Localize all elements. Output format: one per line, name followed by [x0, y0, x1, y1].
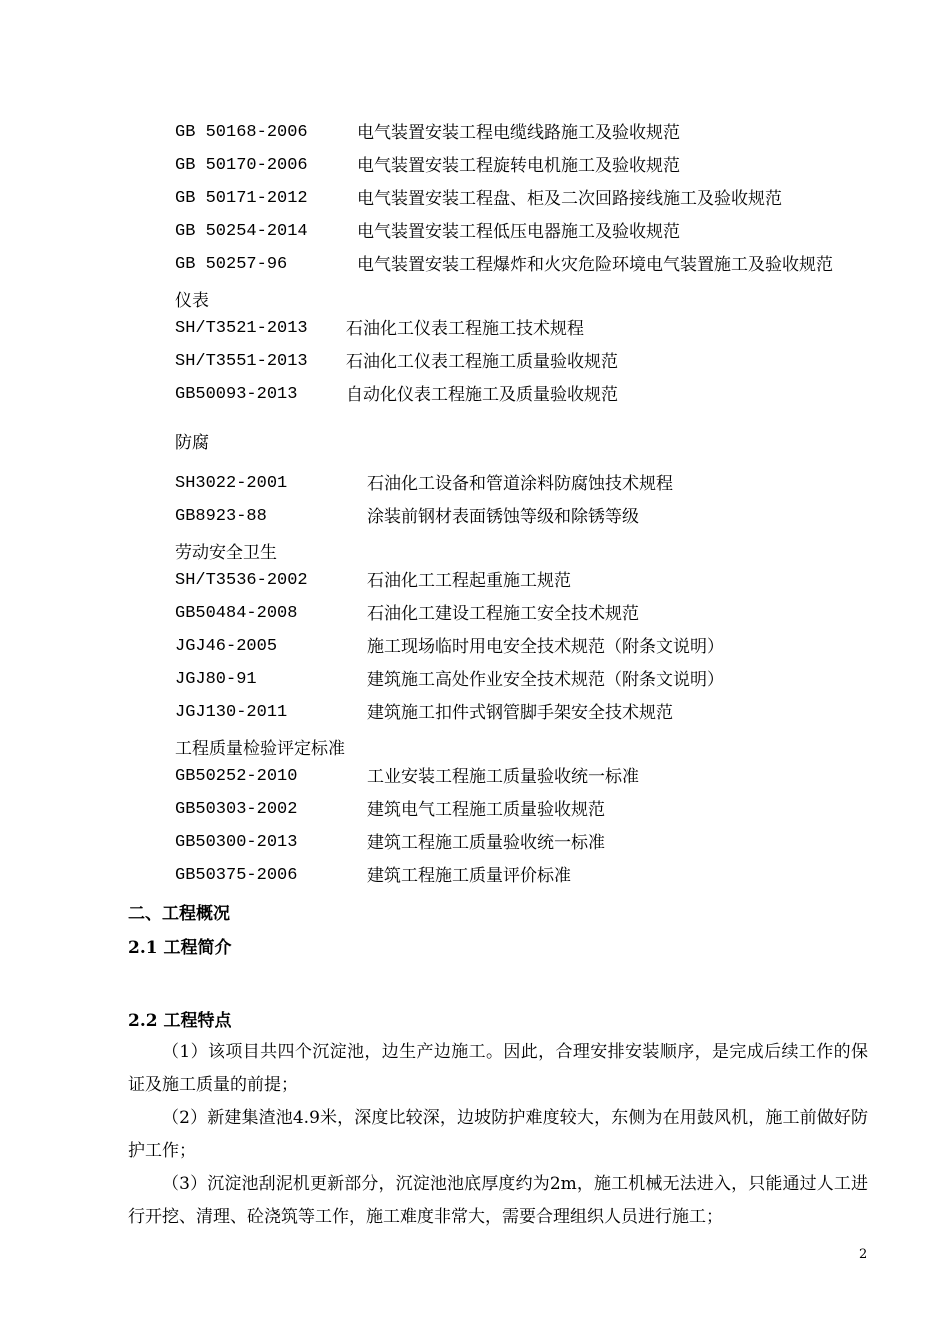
standard-code: SH/T3536-2002	[175, 571, 308, 590]
standard-code: SH3022-2001	[175, 474, 288, 493]
standard-name: 电气装置安装工程旋转电机施工及验收规范	[357, 156, 680, 176]
standard-code: GB 50170-2006	[175, 156, 308, 175]
standard-code: SH/T3551-2013	[175, 352, 308, 371]
standard-code: GB 50171-2012	[175, 189, 308, 208]
subsection-heading: 2.2 工程特点	[128, 1011, 232, 1031]
standard-code: GB 50257-96	[175, 255, 288, 274]
category-title: 劳动安全卫生	[175, 543, 277, 563]
page-number: 2	[859, 1247, 868, 1262]
paragraph: （2）新建集渣池4.9米，深度比较深，边坡防护难度较大，东侧为在用鼓风机，施工前做好防护工作；	[128, 1108, 868, 1161]
paragraph: （1）该项目共四个沉淀池，边生产边施工。因此，合理安排安装顺序，是完成后续工作的保证及施工质量的前提；	[128, 1042, 868, 1095]
standard-name: 电气装置安装工程盘、柜及二次回路接线施工及验收规范	[357, 189, 782, 209]
standard-code: GB8923-88	[175, 507, 267, 526]
standard-name: 涂装前钢材表面锈蚀等级和除锈等级	[367, 507, 639, 527]
subsection-heading: 2.1 工程简介	[128, 938, 232, 958]
paragraph: （3）沉淀池刮泥机更新部分，沉淀池池底厚度约为2m，施工机械无法进入，只能通过人工进行开挖、清理、砼浇筑等工作，施工难度非常大，需要合理组织人员进行施工；	[128, 1174, 868, 1227]
standard-code: GB50303-2002	[175, 800, 298, 819]
standard-name: 工业安装工程施工质量验收统一标准	[367, 767, 639, 787]
standard-code: JGJ130-2011	[175, 703, 288, 722]
standard-code: GB 50254-2014	[175, 222, 308, 241]
category-title: 防腐	[175, 433, 209, 453]
standard-code: GB50093-2013	[175, 385, 298, 404]
standard-name: 施工现场临时用电安全技术规范（附条文说明）	[367, 637, 724, 657]
standard-name: 石油化工工程起重施工规范	[367, 571, 571, 591]
standard-name: 建筑电气工程施工质量验收规范	[367, 800, 605, 820]
standard-code: GB50300-2013	[175, 833, 298, 852]
standard-code: GB50252-2010	[175, 767, 298, 786]
standard-name: 石油化工仪表工程施工质量验收规范	[346, 352, 618, 372]
category-title: 工程质量检验评定标准	[175, 739, 345, 759]
standard-name: 电气装置安装工程电缆线路施工及验收规范	[357, 123, 680, 143]
standard-name: 石油化工仪表工程施工技术规程	[346, 319, 584, 339]
section-heading: 二、工程概况	[128, 904, 230, 924]
standard-name: 自动化仪表工程施工及质量验收规范	[346, 385, 618, 405]
standard-name: 建筑施工扣件式钢管脚手架安全技术规范	[367, 703, 673, 723]
standard-code: GB 50168-2006	[175, 123, 308, 142]
standard-name: 电气装置安装工程低压电器施工及验收规范	[357, 222, 680, 242]
standard-name: 石油化工设备和管道涂料防腐蚀技术规程	[367, 474, 673, 494]
standard-code: SH/T3521-2013	[175, 319, 308, 338]
standard-name: 建筑工程施工质量验收统一标准	[367, 833, 605, 853]
standard-code: GB50375-2006	[175, 866, 298, 885]
standard-code: JGJ46-2005	[175, 637, 278, 656]
standard-name: 建筑工程施工质量评价标准	[367, 866, 571, 886]
standard-name: 石油化工建设工程施工安全技术规范	[367, 604, 639, 624]
standard-code: JGJ80-91	[175, 670, 257, 689]
category-title: 仪表	[175, 291, 209, 311]
standard-name: 建筑施工高处作业安全技术规范（附条文说明）	[367, 670, 724, 690]
standard-code: GB50484-2008	[175, 604, 298, 623]
standard-name: 电气装置安装工程爆炸和火灾危险环境电气装置施工及验收规范	[357, 255, 833, 275]
